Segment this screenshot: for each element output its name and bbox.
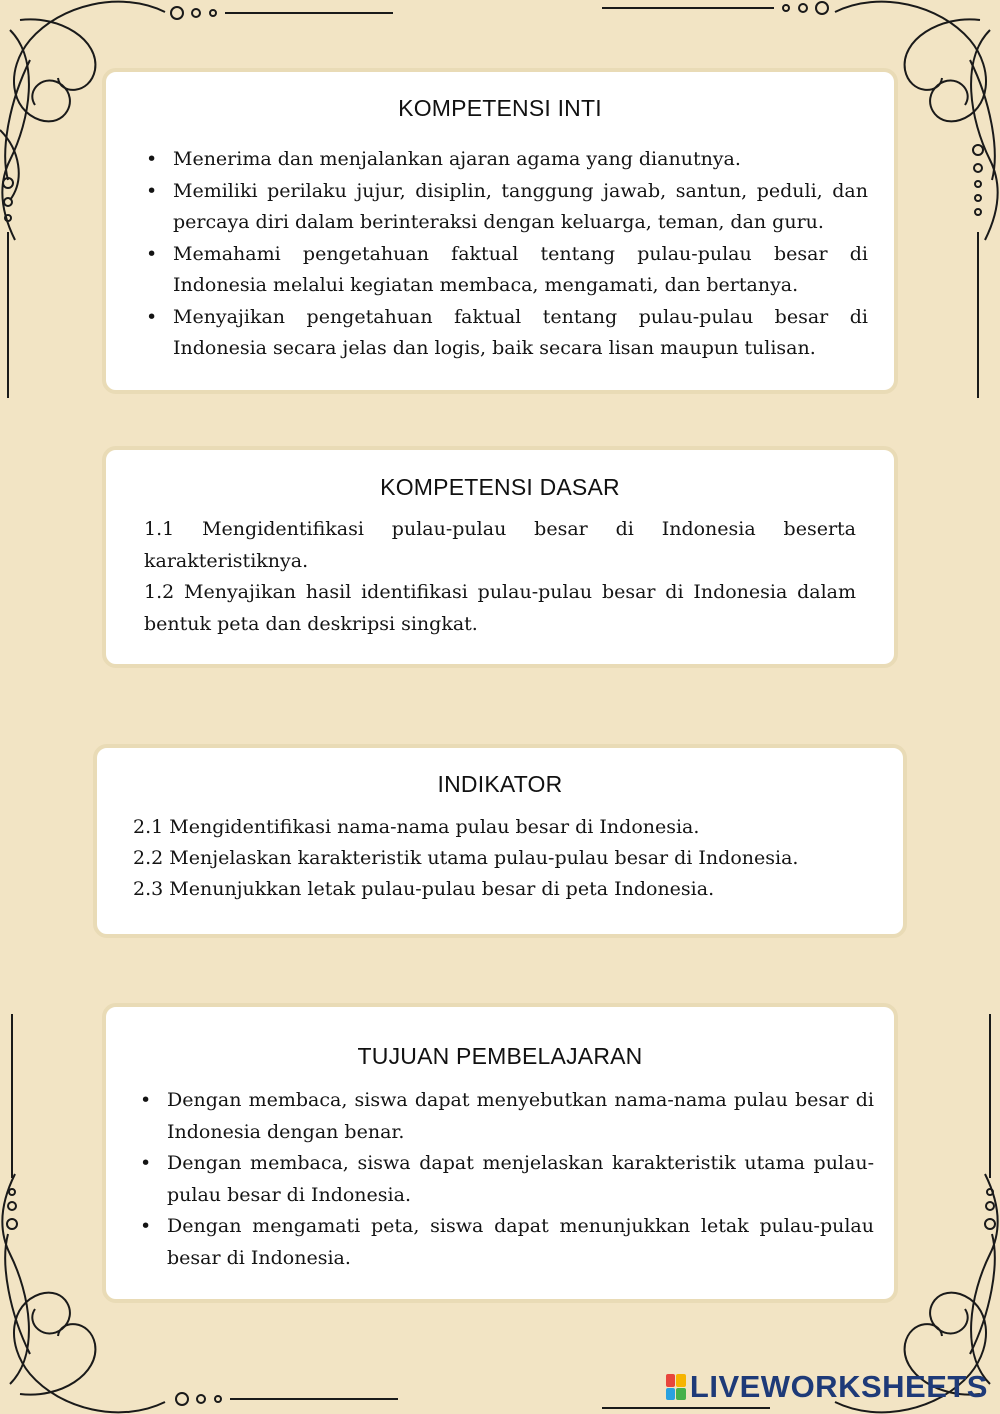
kompetensi-inti-card bbox=[102, 68, 898, 394]
kompetensi-dasar-card bbox=[102, 446, 898, 668]
bullet-icon: • bbox=[146, 242, 158, 265]
indikator-item: 2.3 Menunjukkan letak pulau-pulau besar di peta Indonesia. bbox=[133, 878, 715, 900]
list-item: • Dengan membaca, siswa dapat menjelaskan karakteristik utama pulau-pulau besar di Indonesia. bbox=[140, 1148, 874, 1211]
list-item: • Memiliki perilaku jujur, disiplin, tanggung jawab, santun, peduli, dan percaya diri dalam berinteraksi dengan keluarga, teman, dan guru. bbox=[146, 176, 868, 239]
indikator-title: INDIKATOR bbox=[437, 771, 563, 797]
bullet-icon: • bbox=[146, 305, 158, 328]
kompetensi-dasar-title: KOMPETENSI DASAR bbox=[380, 474, 620, 500]
indikator-item: 2.2 Menjelaskan karakteristik utama pulau-pulau besar di Indonesia. bbox=[133, 847, 799, 869]
list-item: • Menerima dan menjalankan ajaran agama yang dianutnya. bbox=[146, 144, 868, 176]
bullet-icon: • bbox=[146, 179, 158, 202]
kompetensi-dasar-item: 1.2 Menyajikan hasil identifikasi pulau-pulau besar di Indonesia dalam bentuk peta dan deskripsi singkat. bbox=[144, 581, 856, 635]
bullet-icon: • bbox=[140, 1152, 152, 1174]
watermark-text: LIVEWORKSHEETS bbox=[689, 1369, 988, 1404]
list-item: • Dengan mengamati peta, siswa dapat menunjukkan letak pulau-pulau besar di Indonesia. bbox=[140, 1211, 874, 1274]
liveworksheets-watermark[interactable] bbox=[666, 1370, 988, 1404]
indikator-item: 2.1 Mengidentifikasi nama-nama pulau besar di Indonesia. bbox=[133, 816, 700, 838]
list-item: • Memahami pengetahuan faktual tentang pulau-pulau besar di Indonesia melalui kegiatan membaca, mengamati, dan bertanya. bbox=[146, 239, 868, 302]
tujuan-pembelajaran-title: TUJUAN PEMBELAJARAN bbox=[357, 1043, 643, 1069]
bullet-icon: • bbox=[140, 1089, 152, 1111]
kompetensi-inti-title: KOMPETENSI INTI bbox=[398, 95, 602, 121]
bullet-icon: • bbox=[146, 148, 158, 170]
indikator-body bbox=[133, 812, 873, 905]
list-item: • Menyajikan pengetahuan faktual tentang pulau-pulau besar di Indonesia secara jelas dan logis, baik secara lisan maupun tulisan. bbox=[146, 302, 868, 365]
bullet-icon: • bbox=[140, 1215, 152, 1237]
indikator-card bbox=[93, 744, 907, 938]
tujuan-pembelajaran-card bbox=[102, 1003, 898, 1303]
kompetensi-dasar-body bbox=[144, 514, 856, 640]
kompetensi-inti-list bbox=[146, 144, 868, 365]
list-item: • Dengan membaca, siswa dapat menyebutkan nama-nama pulau besar di Indonesia dengan benar. bbox=[140, 1085, 874, 1148]
kompetensi-dasar-item: 1.1 Mengidentifikasi pulau-pulau besar di Indonesia beserta karakteristiknya. bbox=[144, 518, 856, 572]
tujuan-pembelajaran-list bbox=[140, 1085, 874, 1274]
liveworksheets-logo-icon bbox=[666, 1374, 686, 1400]
